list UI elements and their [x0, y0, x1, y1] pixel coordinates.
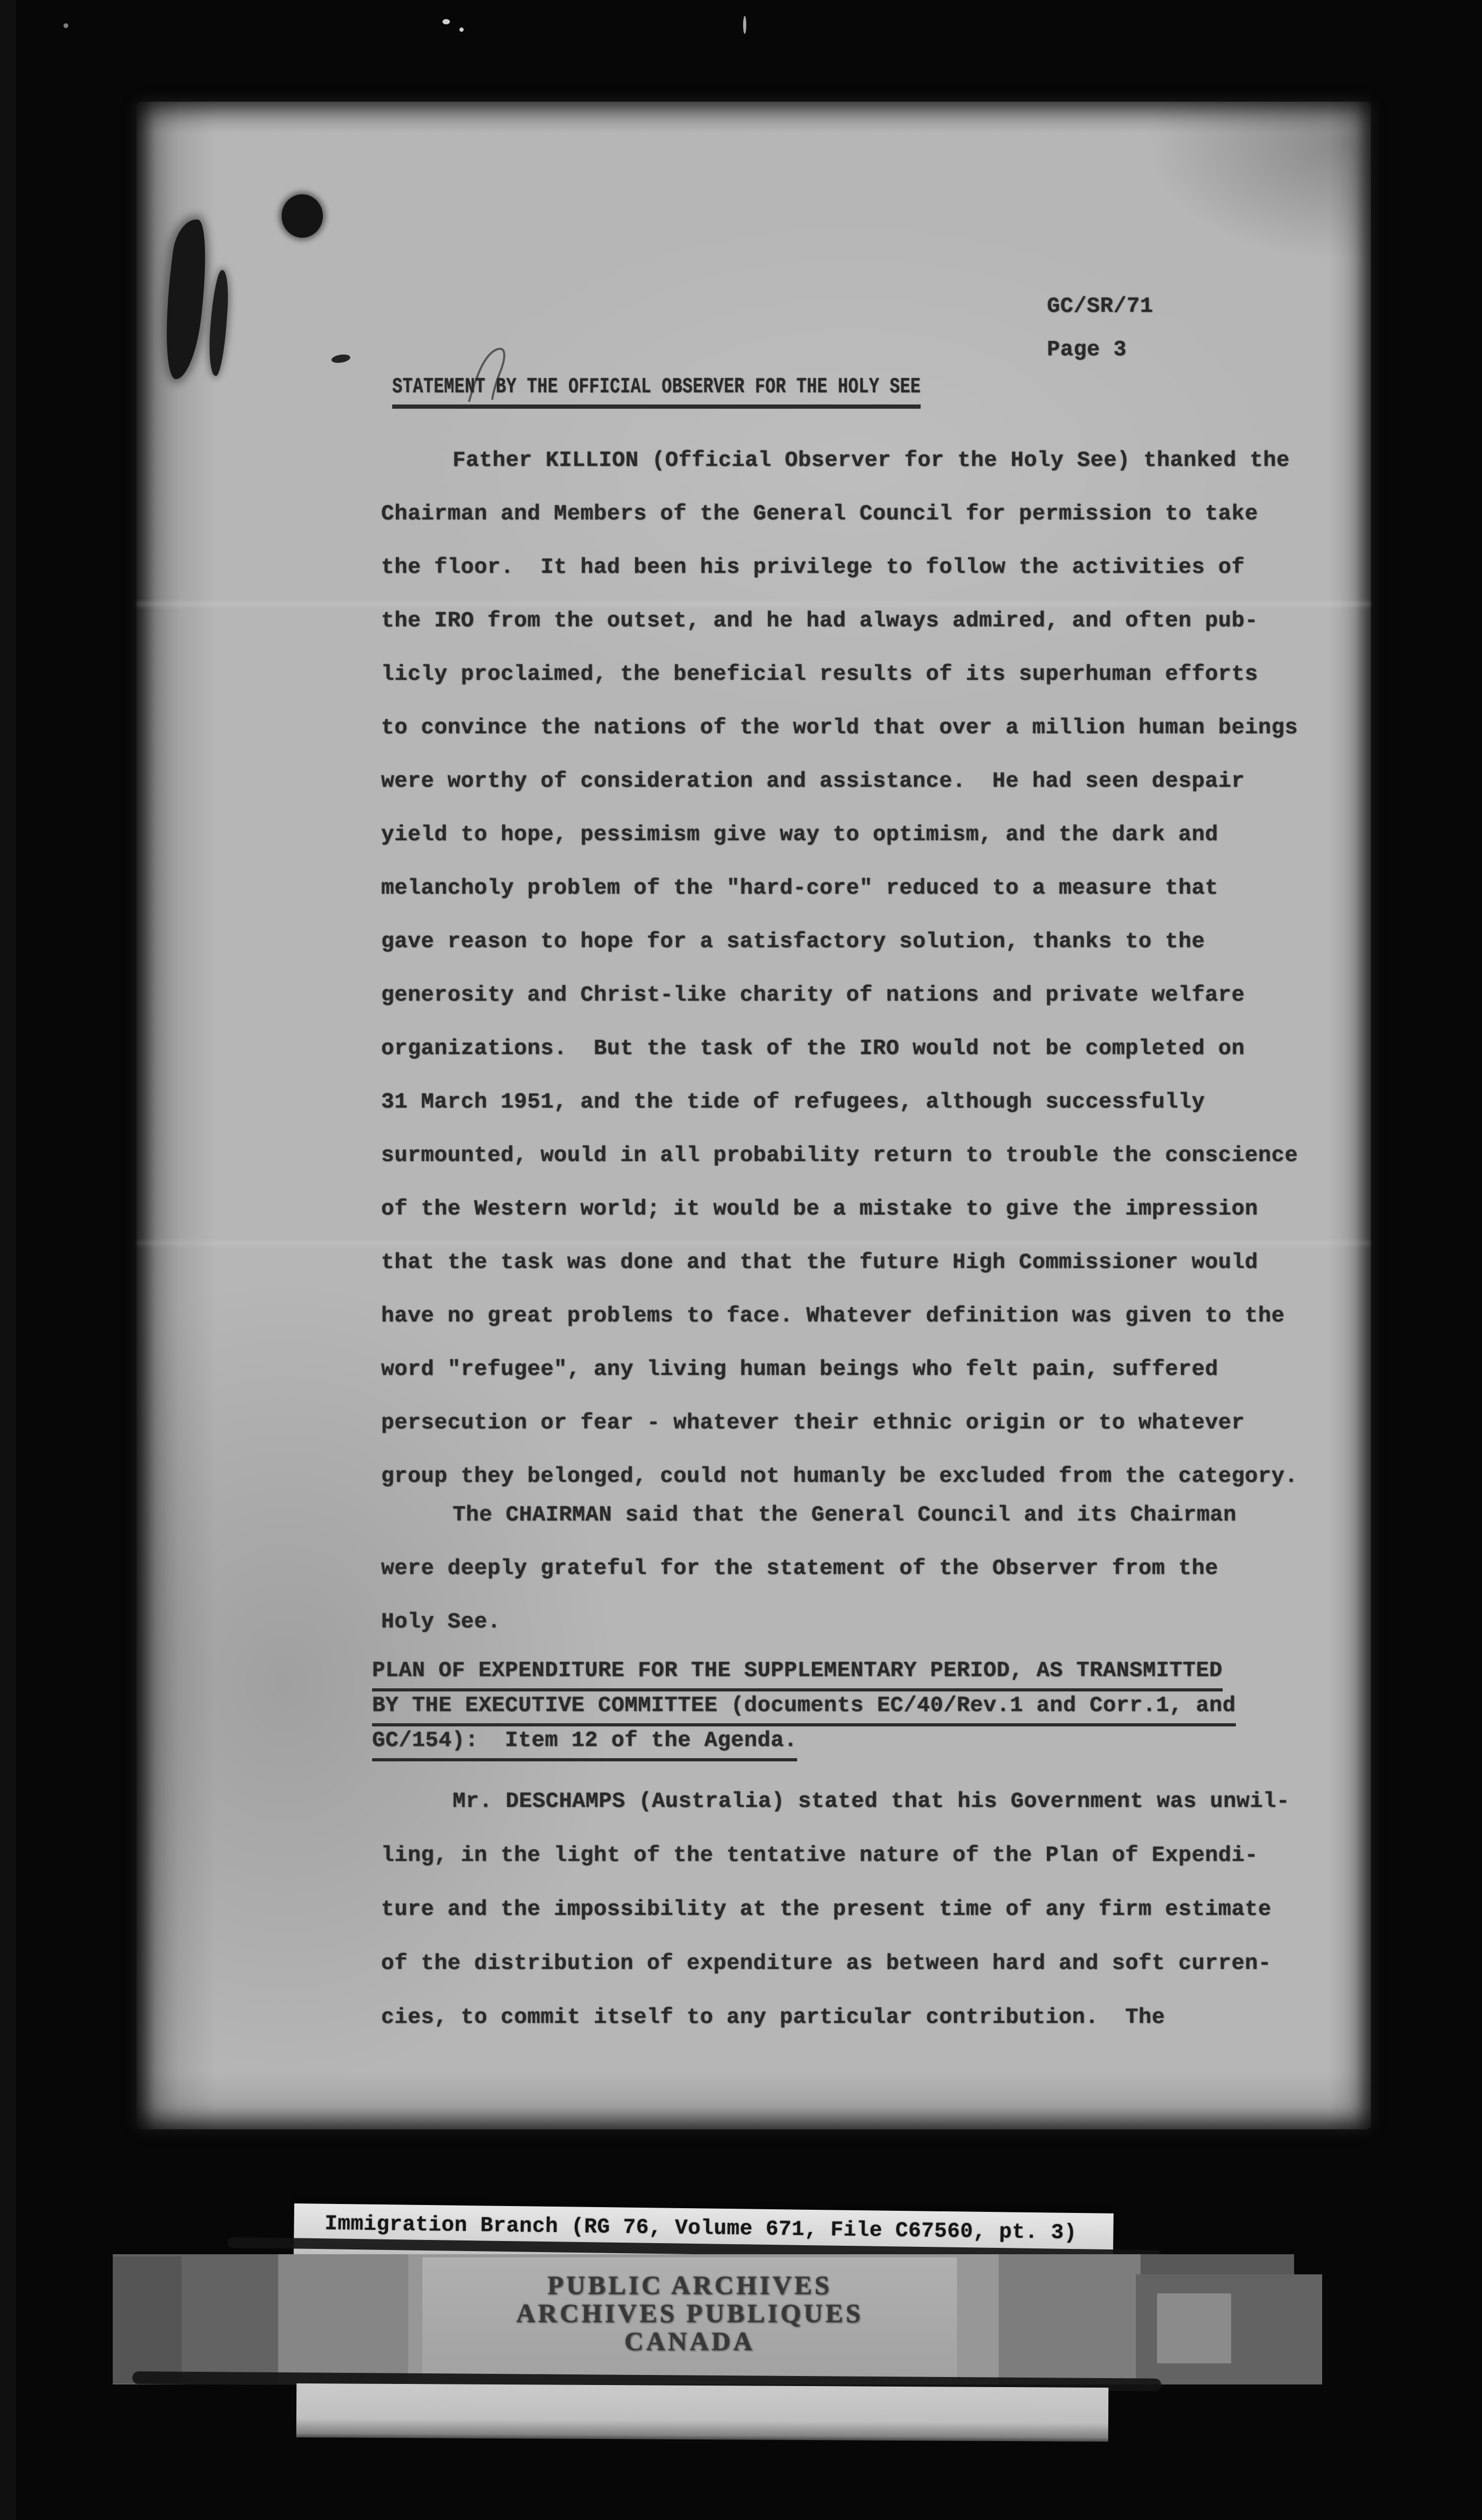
body-line: were deeply grateful for the statement of the Observer from the	[381, 1556, 1218, 1581]
body-line: word "refugee", any living human beings who felt pain, suffered	[381, 1357, 1218, 1382]
body-line: to convince the nations of the world that over a million human beings	[381, 716, 1298, 740]
body-line: 31 March 1951, and the tide of refugees, although successfully	[381, 1090, 1205, 1114]
body-line: of the Western world; it would be a mistake to give the impression	[381, 1197, 1258, 1221]
heading-line	[372, 1690, 1236, 1725]
heading-line-text: PLAN OF EXPENDITURE FOR THE SUPPLEMENTARY PERIOD, AS TRANSMITTED	[372, 1655, 1223, 1691]
body-line: Mr. DESCHAMPS (Australia) stated that his Government was unwil-	[453, 1789, 1290, 1814]
body-line: licly proclaimed, the beneficial results of its superhuman efforts	[381, 662, 1258, 687]
plan-paragraph	[381, 1775, 1290, 2045]
body-line: persecution or fear - whatever their ethnic origin or to whatever	[381, 1411, 1245, 1435]
heading-line	[372, 1655, 1236, 1690]
heading-line-text: GC/154): Item 12 of the Agenda.	[372, 1725, 797, 1761]
body-line: surmounted, would in all probability return to trouble the conscience	[381, 1144, 1298, 1168]
plan-section-heading	[372, 1655, 1236, 1760]
film-speck	[459, 28, 464, 32]
body-line: Chairman and Members of the General Council for permission to take	[381, 502, 1258, 526]
film-speck	[64, 23, 68, 28]
body-line: gave reason to hope for a satisfactory solution, thanks to the	[381, 930, 1205, 954]
body-line: ture and the impossibility at the present time of any firm estimate	[381, 1897, 1271, 1922]
statement-paragraph-1	[381, 434, 1298, 1504]
bottom-film-strip	[296, 2383, 1109, 2442]
body-line: melancholy problem of the "hard-core" reduced to a measure that	[381, 876, 1218, 901]
doc-reference: GC/SR/71	[1047, 294, 1153, 319]
body-line: cies, to commit itself to any particular contribution. The	[381, 2005, 1165, 2030]
body-line: the IRO from the outset, and he had always admired, and often pub-	[381, 609, 1258, 633]
body-line: generosity and Christ-like charity of nations and private welfare	[381, 983, 1245, 1007]
archive-reference-label: Immigration Branch (RG 76, Volume 671, File C67560, pt. 3)	[324, 2212, 1077, 2246]
body-line: ling, in the light of the tentative nature of the Plan of Expendi-	[381, 1843, 1258, 1868]
ink-blot-large	[158, 217, 213, 381]
film-gray-block	[1136, 2274, 1322, 2384]
body-line: have no great problems to face. Whatever definition was given to the	[381, 1304, 1285, 1328]
statement-paragraph-2	[381, 1489, 1236, 1649]
stamp-line: CANADA	[624, 2326, 755, 2356]
heading-line	[372, 1725, 1236, 1760]
film-edge	[0, 0, 16, 2520]
body-line: were worthy of consideration and assistance. He had seen despair	[381, 769, 1245, 794]
film-speck	[442, 19, 450, 24]
statement-title-text: STATEMENT BY THE OFFICIAL OBSERVER FOR THE HOLY SEE	[392, 375, 921, 409]
page-number: Page 3	[1047, 338, 1127, 362]
ink-speck	[331, 353, 351, 364]
body-line: that the task was done and that the future High Commissioner would	[381, 1250, 1258, 1275]
stamp-line: PUBLIC ARCHIVES	[547, 2270, 832, 2300]
film-shadow-block	[113, 2256, 182, 2383]
document-reference-block	[1047, 285, 1153, 372]
body-line: the floor. It had been his privilege to follow the activities of	[381, 555, 1245, 580]
statement-section-title	[392, 375, 1070, 409]
body-line: Father KILLION (Official Observer for the Holy See) thanked the	[453, 448, 1290, 473]
body-line: of the distribution of expenditure as between hard and soft curren-	[381, 1951, 1271, 1976]
body-line: yield to hope, pessimism give way to optimism, and the dark and	[381, 823, 1218, 847]
ink-blot-thin	[207, 269, 230, 376]
body-line: group they belonged, could not humanly be excluded from the category.	[381, 1464, 1298, 1489]
film-speck	[743, 16, 746, 34]
public-archives-stamp	[475, 2271, 904, 2355]
document-page	[137, 102, 1371, 2129]
body-line: organizations. But the task of the IRO would not be completed on	[381, 1037, 1245, 1061]
film-gray-block-inner	[1157, 2293, 1231, 2363]
body-line: Holy See.	[381, 1610, 501, 1634]
body-line: The CHAIRMAN said that the General Council and its Chairman	[453, 1503, 1237, 1527]
stamp-line: ARCHIVES PUBLIQUES	[516, 2298, 863, 2328]
heading-line-text: BY THE EXECUTIVE COMMITTEE (documents EC/40/Rev.1 and Corr.1, and	[372, 1690, 1236, 1726]
ink-blot-dot	[282, 194, 323, 238]
